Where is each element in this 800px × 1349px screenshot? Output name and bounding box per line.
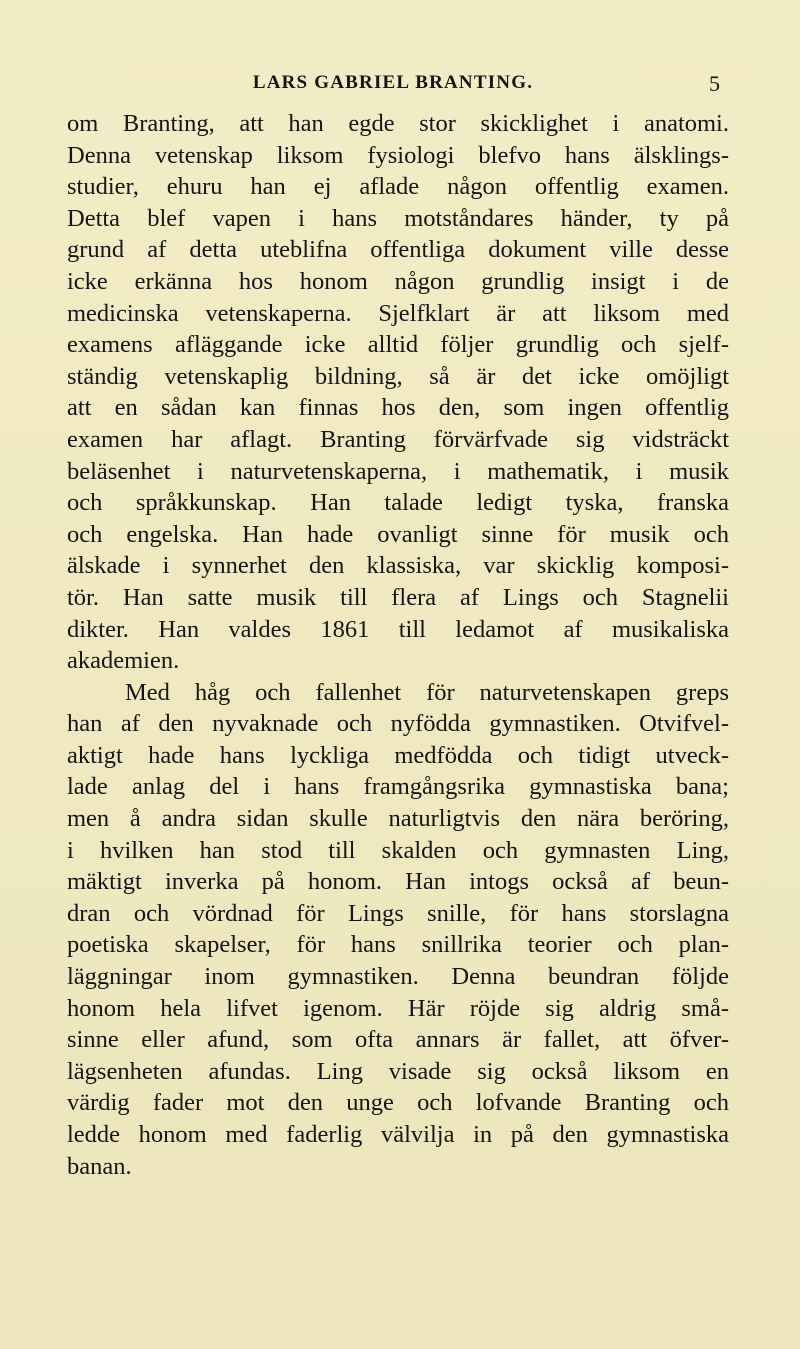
text-line: Med håg och fallenhet för naturvetenskapen greps: [125, 678, 729, 706]
text-line: medicinska vetenskaperna. Sjelfklart är att liksom med: [67, 299, 729, 327]
text-line: läggningar inom gymnastiken. Denna beundran följde: [67, 963, 729, 991]
text-line: akademien.: [67, 647, 180, 675]
text-line: dikter. Han valdes 1861 till ledamot af musikaliska: [67, 615, 729, 643]
paragraph-2: [67, 677, 729, 1183]
text-line: honom hela lifvet igenom. Här röjde sig aldrig små-: [67, 994, 729, 1022]
text-line: aktigt hade hans lyckliga medfödda och tidigt utveck-: [67, 741, 729, 769]
text-line: banan.: [67, 1152, 132, 1180]
paragraph-1: [67, 108, 729, 677]
text-line: lade anlag del i hans framgångsrika gymnastiska bana;: [67, 773, 729, 801]
page-header: [66, 72, 720, 102]
text-line: och språkkunskap. Han talade ledigt tyska, franska: [67, 489, 729, 517]
text-line: i hvilken han stod till skalden och gymnasten Ling,: [67, 836, 729, 864]
text-line: han af den nyvaknade och nyfödda gymnastiken. Otvifvel-: [67, 710, 729, 738]
text-line: dran och vördnad för Lings snille, för hans storslagna: [67, 899, 729, 927]
text-line: Denna vetenskap liksom fysiologi blefvo hans älsklings-: [67, 141, 729, 169]
text-line: tör. Han satte musik till flera af Lings och Stagnelii: [67, 583, 729, 611]
text-line: älskade i synnerhet den klassiska, var skicklig komposi-: [67, 552, 729, 580]
text-line: studier, ehuru han ej aflade någon offentlig examen.: [67, 173, 729, 201]
body-text: [67, 108, 729, 1182]
text-line: ledde honom med faderlig välvilja in på den gymnastiska: [67, 1121, 729, 1148]
text-line: om Branting, att han egde stor skicklighet i anatomi.: [67, 110, 729, 137]
running-head: LARS GABRIEL BRANTING.: [252, 72, 534, 93]
text-line: ständig vetenskaplig bildning, så är det icke omöjligt: [67, 362, 729, 390]
page-number: 5: [709, 71, 720, 96]
text-line: sinne eller afund, som ofta annars är fallet, att öfver-: [67, 1026, 729, 1054]
text-line: Detta blef vapen i hans motståndares händer, ty på: [67, 204, 729, 232]
text-line: beläsenhet i naturvetenskaperna, i mathematik, i musik: [67, 457, 729, 485]
text-line: värdig fader mot den unge och lofvande Branting och: [67, 1089, 729, 1117]
text-line: och engelska. Han hade ovanligt sinne för musik och: [67, 520, 729, 548]
text-line: grund af detta uteblifna offentliga dokument ville desse: [67, 236, 729, 264]
text-line: men å andra sidan skulle naturligtvis den nära beröring,: [67, 805, 729, 833]
text-line: icke erkänna hos honom någon grundlig insigt i de: [67, 267, 729, 295]
text-line: examen har aflagt. Branting förvärfvade sig vidsträckt: [67, 425, 729, 453]
text-line: examens afläggande icke alltid följer grundlig och sjelf-: [67, 331, 729, 359]
text-line: mäktigt inverka på honom. Han intogs också af beun-: [67, 868, 729, 896]
text-line: att en sådan kan finnas hos den, som ingen offentlig: [67, 394, 729, 422]
text-line: lägsenheten afundas. Ling visade sig också liksom en: [67, 1057, 729, 1085]
text-line: poetiska skapelser, för hans snillrika teorier och plan-: [67, 931, 729, 959]
